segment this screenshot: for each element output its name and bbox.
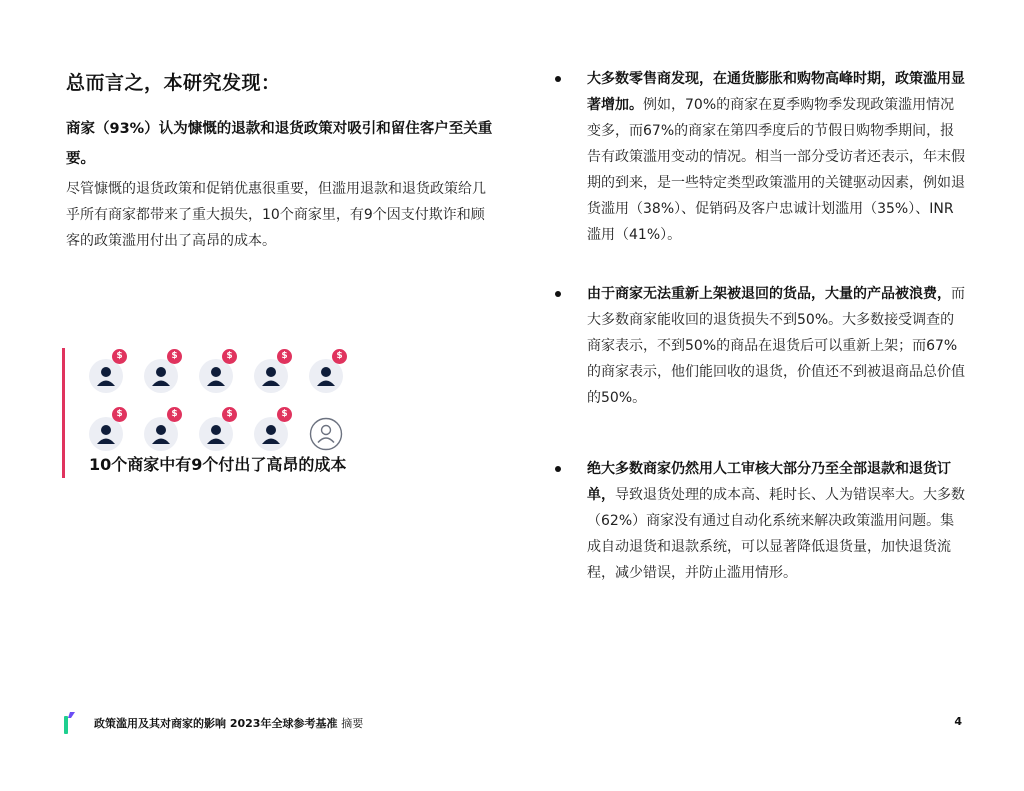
dollar-badge: $ [277,407,292,422]
finding-text: 导致退货处理的成本高、耗时长、人为错误率大。大多数（62%）商家没有通过自动化系统来解决政策滥用问题。集成自动退货和退款系统，可以显著降低退货量，加快退货流程，减少错误，并防止滥用情形。 [587,487,965,581]
footer-suffix: 摘要 [341,717,364,730]
person-with-dollar-icon [199,409,233,451]
infographic-caption: 10个商家中有9个付出了高昂的成本 [89,455,347,474]
merchant-cost-infographic [62,348,392,478]
person-outline-icon [309,417,343,451]
dollar-badge: $ [222,349,237,364]
dollar-badge: $ [112,407,127,422]
icon-row-2 [89,408,343,456]
finding-lead: 大多数零售商发现，在通货膨胀和购物高峰时期，政策滥用显著增加。 [587,71,965,113]
finding-lead: 由于商家无法重新上架被退回的货品，大量的产品被浪费， [587,286,951,302]
finding-text: 而大多数商家能收回的退货损失不到50%。大多数接受调查的商家表示，不到50%的商品在退货后可以重新上架；而67%的商家表示，他们能回收的退货，价值还不到被退商品总价值的50%。 [587,286,965,406]
finding-text: 例如，70%的商家在夏季购物季发现政策滥用情况变多，而67%的商家在第四季度后的节假日购物季期间，报告有政策滥用变动的情况。相当一部分受访者还表示，年末假期的到来，是一些特定类型政策滥用的关键驱动因素，例如退货滥用（38%）、促销码及客户忠诚计划滥用（35%）、INR滥用（41%）。 [587,97,965,243]
finding-lead: 绝大多数商家仍然用人工审核大部分乃至全部退款和退货订单， [587,461,951,503]
page-footer [62,712,962,734]
dollar-badge: $ [112,349,127,364]
bullet-dot [555,76,561,82]
person-with-dollar-icon [254,351,288,393]
finding-item [555,456,965,586]
finding-item [555,281,965,411]
page-heading: 总而言之，本研究发现： [66,72,281,94]
person-with-dollar-icon [89,351,123,393]
person-with-dollar-icon [309,351,343,393]
brand-logo-icon [62,712,76,734]
body-paragraph: 尽管慷慨的退货政策和促销优惠很重要，但滥用退款和退货政策给几乎所有商家都带来了重大损失，10个商家里，有9个因支付欺诈和顾客的政策滥用付出了高昂的成本。 [66,181,486,249]
person-with-dollar-icon [89,409,123,451]
dollar-badge: $ [277,349,292,364]
bullet-dot [555,291,561,297]
person-with-dollar-icon [254,409,288,451]
person-with-dollar-icon [144,409,178,451]
person-with-dollar-icon [144,351,178,393]
key-finding-subhead: 商家（93%）认为慷慨的退款和退货政策对吸引和留住客户至关重要。 [66,121,493,167]
bullet-dot [555,466,561,472]
dollar-badge: $ [167,349,182,364]
page-number: 4 [954,715,962,728]
footer-report-title: 政策滥用及其对商家的影响 2023年全球参考基准 [94,717,338,730]
finding-item [555,66,965,248]
dollar-badge: $ [167,407,182,422]
person-with-dollar-icon [199,351,233,393]
dollar-badge: $ [222,407,237,422]
footer-title [94,715,363,731]
dollar-badge: $ [332,349,347,364]
merchant-icon-grid [89,350,343,466]
icon-row-1 [89,350,343,398]
